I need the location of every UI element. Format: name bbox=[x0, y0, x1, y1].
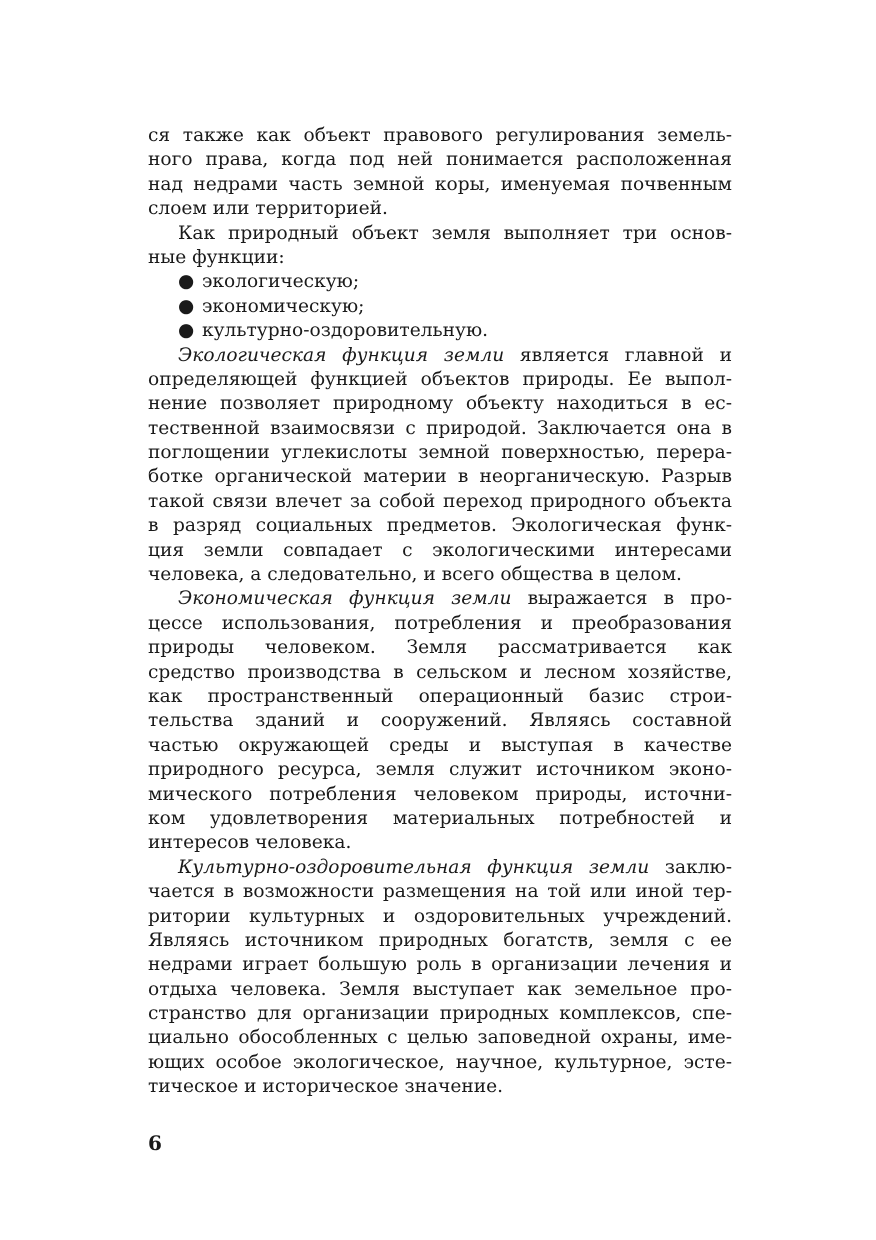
text-line: ция земли совпадает с экологическими интересами bbox=[148, 539, 732, 561]
text-line: цессе использования, потребления и преобразования bbox=[148, 612, 732, 634]
list-item-text: экологическую; bbox=[202, 271, 360, 293]
text-line: Как природный объект земля выполняет три основ- bbox=[178, 222, 732, 244]
text-line: циально обособленных с целью заповедной охраны, име- bbox=[148, 1027, 732, 1049]
text-run: заклю- bbox=[649, 856, 732, 878]
text-line: такой связи влечет за собой переход природного объекта bbox=[148, 490, 732, 512]
italic-term: Экономическая функция земли bbox=[178, 588, 512, 610]
text-line: Являясь источником природных богатств, земля с ее bbox=[148, 929, 732, 951]
text-line bbox=[148, 587, 732, 611]
list-item-text: культурно-оздоровительную. bbox=[202, 320, 489, 342]
text-line bbox=[148, 856, 732, 880]
text-line: интересов человека. bbox=[148, 832, 352, 854]
text-line: мического потребления человеком природы, источни- bbox=[148, 783, 732, 805]
paragraph-functions-intro bbox=[148, 222, 732, 271]
text-line: ботке органической материи в неорганическую. Разрыв bbox=[148, 466, 732, 488]
text-line: ритории культурных и оздоровительных учреждений. bbox=[148, 905, 732, 927]
list-item-text: экономическую; bbox=[202, 295, 365, 317]
text-line: недрами играет большую роль в организации лечения и bbox=[148, 954, 732, 976]
text-line: отдыха человека. Земля выступает как земельное про- bbox=[148, 978, 732, 1000]
text-run: выражается в про- bbox=[511, 588, 732, 610]
text-line: средство производства в сельском и лесном хозяйстве, bbox=[148, 661, 732, 683]
text-line: ком удовлетворения материальных потребностей и bbox=[148, 807, 732, 829]
list-item bbox=[148, 319, 732, 343]
text-line: природного ресурса, земля служит источником эконо- bbox=[148, 759, 732, 781]
italic-term: Культурно-оздоровительная функция земли bbox=[178, 856, 650, 878]
bullet-icon: ● bbox=[178, 295, 195, 317]
text-run: является главной и bbox=[504, 344, 733, 366]
list-item bbox=[148, 295, 732, 319]
text-line: слоем или территорией. bbox=[148, 198, 388, 220]
text-line: странство для организации природных комплексов, спе- bbox=[148, 1003, 732, 1025]
text-line: нение позволяет природному объекту находиться в ес- bbox=[148, 393, 732, 415]
list-item bbox=[148, 270, 732, 294]
text-line: тественной взаимосвязи с природой. Заключается она в bbox=[148, 417, 732, 439]
text-line: в разряд социальных предметов. Экологическая функ- bbox=[148, 515, 732, 537]
text-line: природы человеком. Земля рассматривается как bbox=[148, 637, 732, 659]
text-line: ного права, когда под ней понимается расположенная bbox=[148, 149, 732, 171]
text-line: тическое и историческое значение. bbox=[148, 1076, 504, 1098]
text-line: поглощении углекислоты земной поверхностью, перера- bbox=[148, 442, 732, 464]
text-line: частью окружающей среды и выступая в качестве bbox=[148, 734, 732, 756]
bullet-icon: ● bbox=[178, 271, 195, 293]
page-number: 6 bbox=[148, 1131, 162, 1155]
functions-list bbox=[148, 270, 732, 343]
text-line: тельства зданий и сооружений. Являясь составной bbox=[148, 710, 732, 732]
text-line: определяющей функцией объектов природы. Ее выпол- bbox=[148, 368, 732, 390]
text-line: над недрами часть земной коры, именуемая почвенным bbox=[148, 173, 732, 195]
paragraph-ecological-function bbox=[148, 344, 732, 588]
text-line: чается в возможности размещения на той или иной тер- bbox=[148, 881, 732, 903]
text-line: ся также как объект правового регулирования земель- bbox=[148, 125, 732, 146]
text-line: человека, а следовательно, и всего общества в целом. bbox=[148, 564, 682, 586]
text-line bbox=[148, 344, 732, 368]
italic-term: Экологическая функция земли bbox=[178, 344, 505, 366]
bullet-icon: ● bbox=[178, 320, 195, 342]
text-line: ющих особое экологическое, научное, культурное, эсте- bbox=[148, 1051, 732, 1073]
paragraph-economic-function bbox=[148, 587, 732, 855]
paragraph-continuation bbox=[148, 124, 732, 222]
page-body bbox=[148, 124, 732, 1100]
text-line: ные функции: bbox=[148, 246, 285, 268]
paragraph-cultural-function bbox=[148, 856, 732, 1100]
text-line: как пространственный операционный базис строи- bbox=[148, 685, 732, 707]
